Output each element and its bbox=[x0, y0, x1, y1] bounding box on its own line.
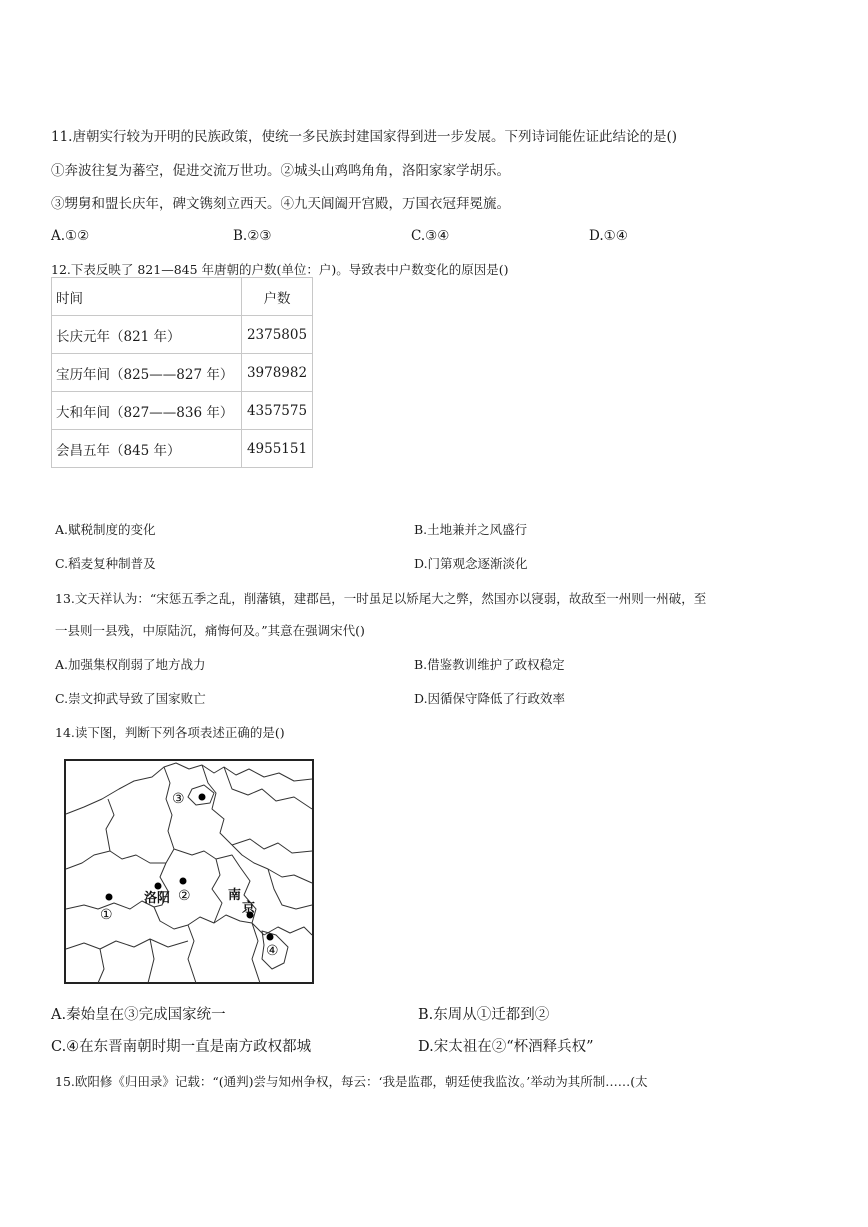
map-label-2: ② bbox=[178, 889, 191, 904]
q12-option-c: C.稻麦复种制普及 bbox=[55, 556, 156, 571]
table-cell-time: 会昌五年（845 年） bbox=[52, 430, 242, 468]
q13-option-a: A.加强集权削弱了地方战力 bbox=[55, 657, 206, 672]
map-label-1: ① bbox=[100, 908, 113, 923]
table-cell-time: 长庆元年（821 年） bbox=[52, 316, 242, 354]
table-cell-households: 2375805 bbox=[242, 316, 313, 354]
q13-option-c: C.崇文抑武导致了国家败亡 bbox=[55, 691, 206, 706]
marker-1-dot bbox=[106, 894, 113, 901]
table-header-time: 时间 bbox=[52, 278, 242, 316]
q11-option-b: B.②③ bbox=[233, 228, 272, 244]
marker-4-dot bbox=[267, 934, 274, 941]
map-label-luoyang: 洛阳 bbox=[144, 890, 171, 905]
table-cell-time: 宝历年间（825——827 年） bbox=[52, 354, 242, 392]
q13-option-b: B.借鉴教训维护了政权稳定 bbox=[414, 657, 565, 672]
household-table bbox=[51, 277, 313, 468]
q11-poem-line-1: ①奔波往复为蕃空，促进交流万世功。②城头山鸡鸣角角，洛阳家家学胡乐。 bbox=[51, 163, 510, 179]
table-cell-households: 4357575 bbox=[242, 392, 313, 430]
q11-option-c: C.③④ bbox=[411, 228, 450, 244]
q11-option-d: D.①④ bbox=[589, 228, 628, 244]
marker-2-dot bbox=[180, 878, 187, 885]
table-row bbox=[52, 392, 313, 430]
q14-stem: 14.读下图，判断下列各项表述正确的是() bbox=[55, 725, 285, 740]
q14-option-a: A.秦始皇在③完成国家统一 bbox=[51, 1007, 226, 1023]
table-row bbox=[52, 354, 313, 392]
marker-3-dot bbox=[199, 794, 206, 801]
q15-stem: 15.欧阳修《归田录》记载：“(通判)尝与知州争权，每云：‘我是监郡，朝廷使我监汝。’举动为其所制……(太 bbox=[55, 1074, 648, 1089]
luoyang-dot bbox=[155, 883, 162, 890]
table-cell-time: 大和年间（827——836 年） bbox=[52, 392, 242, 430]
table-row bbox=[52, 430, 313, 468]
q12-stem: 12.下表反映了 821—845 年唐朝的户数(单位：户)。导致表中户数变化的原因是() bbox=[51, 262, 509, 277]
map-label-3: ③ bbox=[172, 792, 185, 807]
table-header-households: 户数 bbox=[242, 278, 313, 316]
china-map bbox=[64, 759, 314, 984]
table-cell-households: 4955151 bbox=[242, 430, 313, 468]
q11-stem: 11.唐朝实行较为开明的民族政策，使统一多民族封建国家得到进一步发展。下列诗词能佐证此结论的是() bbox=[51, 129, 678, 145]
q13-stem-line-1: 13.文天祥认为：“宋惩五季之乱，削藩镇，建郡邑，一时虽足以矫尾大之弊，然国亦以寖弱，故敌至一州则一州破，至 bbox=[55, 591, 707, 606]
map-label-nan: 南 bbox=[228, 887, 242, 902]
q11-option-a: A.①② bbox=[51, 228, 90, 244]
map-label-4: ④ bbox=[266, 944, 279, 959]
map-label-jing: 京 bbox=[242, 900, 256, 915]
q14-option-b: B.东周从①迁都到② bbox=[418, 1007, 550, 1023]
q13-option-d: D.因循保守降低了行政效率 bbox=[414, 691, 566, 706]
q14-option-c: C.④在东晋南朝时期一直是南方政权都城 bbox=[51, 1039, 312, 1055]
q12-option-b: B.土地兼并之风盛行 bbox=[414, 522, 528, 537]
q12-option-a: A.赋税制度的变化 bbox=[55, 522, 156, 537]
q12-option-d: D.门第观念逐渐淡化 bbox=[414, 556, 528, 571]
table-cell-households: 3978982 bbox=[242, 354, 313, 392]
q14-option-d: D.宋太祖在②“杯酒释兵权” bbox=[418, 1039, 594, 1055]
q13-stem-line-2: 一县则一县残，中原陆沉，痛悔何及。”其意在强调宋代() bbox=[55, 623, 365, 638]
table-row bbox=[52, 316, 313, 354]
table-header-row bbox=[52, 278, 313, 316]
q11-poem-line-2: ③甥舅和盟长庆年，碑文镌刻立西天。④九天阊阖开宫殿，万国衣冠拜冕旒。 bbox=[51, 196, 510, 212]
